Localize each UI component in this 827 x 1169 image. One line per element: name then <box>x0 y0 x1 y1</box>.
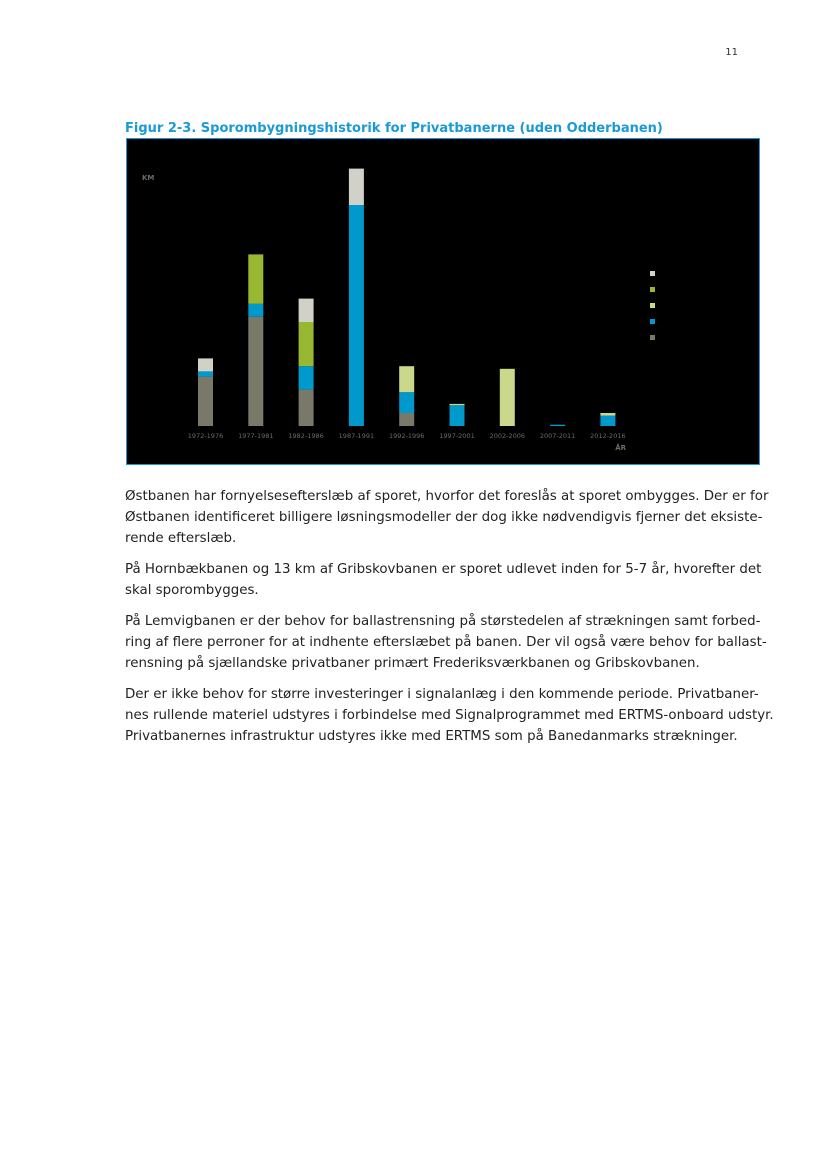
text-line: rensning på sjællandske privatbaner primært Frederiksværkbanen og Gribskovbanen. <box>125 656 700 671</box>
x-tick-labels <box>188 432 626 440</box>
legend-swatch <box>650 303 655 308</box>
bar-segment <box>198 377 213 426</box>
bar-chart <box>126 138 760 465</box>
bar-segment <box>600 413 615 416</box>
x-axis-label: ÅR <box>615 444 626 452</box>
legend-swatch <box>650 335 655 340</box>
text-line: På Hornbækbanen og 13 km af Gribskovbanen er sporet udlevet inden for 5-7 år, hvorefter det <box>125 562 762 577</box>
x-tick-label: 1982-1986 <box>288 432 324 440</box>
y-axis-label: KM <box>142 174 155 182</box>
text-line: skal sporombygges. <box>125 583 259 598</box>
text-line: nes rullende materiel udstyres i forbindelse med Signalprogrammet med ERTMS-onboard udstyr. <box>125 708 774 723</box>
text-line: Østbanen har fornyelsesefterslæb af sporet, hvorfor det foreslås at sporet ombygges. Der er for <box>125 489 769 504</box>
bar-segment <box>399 366 414 392</box>
text-line: Østbanen identificeret billigere løsningsmodeller der dog ikke nødvendigvis fjerner det eksiste- <box>125 510 763 525</box>
bar-segment <box>450 405 465 426</box>
bar-segment <box>399 413 414 426</box>
bar-segment <box>450 404 465 405</box>
bars-group <box>198 169 615 426</box>
bar-segment <box>349 205 364 426</box>
paragraph-signalanlaeg <box>125 684 774 747</box>
bar-segment <box>550 425 565 426</box>
legend-swatch <box>650 271 655 276</box>
text-line: På Lemvigbanen er der behov for ballastrensning på størstedelen af strækningen samt forbed- <box>125 614 761 629</box>
page-number: 11 <box>725 47 738 58</box>
chart-canvas <box>127 139 761 466</box>
bar-segment <box>299 366 314 389</box>
x-tick-label: 2012-2016 <box>590 432 626 440</box>
x-tick-label: 1977-1981 <box>238 432 274 440</box>
x-tick-label: 1987-1991 <box>338 432 375 440</box>
bar-segment <box>198 371 213 376</box>
x-tick-label: 2002-2006 <box>489 432 526 440</box>
bar-segment <box>299 322 314 366</box>
paragraph-lemvigbanen <box>125 611 767 674</box>
bar-segment <box>349 169 364 205</box>
bar-segment <box>600 416 615 426</box>
bar-segment <box>248 254 263 303</box>
legend <box>650 271 655 340</box>
x-tick-label: 1972-1976 <box>187 432 224 440</box>
bar-segment <box>500 369 515 426</box>
x-tick-label: 1997-2001 <box>439 432 475 440</box>
bar-segment <box>248 317 263 426</box>
text-line: Der er ikke behov for større investeringer i signalanlæg i den kommende periode. Privatbaner- <box>125 687 759 702</box>
text-line: Privatbanernes infrastruktur udstyres ikke med ERTMS som på Banedanmarks strækninger. <box>125 729 738 744</box>
bar-segment <box>248 304 263 317</box>
figure-caption: Figur 2-3. Sporombygningshistorik for Privatbanerne (uden Odderbanen) <box>125 121 663 136</box>
bar-segment <box>399 392 414 413</box>
bar-segment <box>299 390 314 426</box>
text-line: ring af flere perroner for at indhente efterslæbet på banen. Der vil også være behov for ballast- <box>125 635 767 650</box>
bar-segment <box>198 358 213 371</box>
paragraph-hornbaekbanen <box>125 559 762 601</box>
legend-swatch <box>650 319 655 324</box>
legend-swatch <box>650 287 655 292</box>
paragraph-ostbanen <box>125 486 769 549</box>
text-line: rende efterslæb. <box>125 531 237 546</box>
x-tick-label: 1992-1996 <box>388 432 425 440</box>
x-tick-label: 2007-2011 <box>539 432 576 440</box>
bar-segment <box>299 299 314 322</box>
